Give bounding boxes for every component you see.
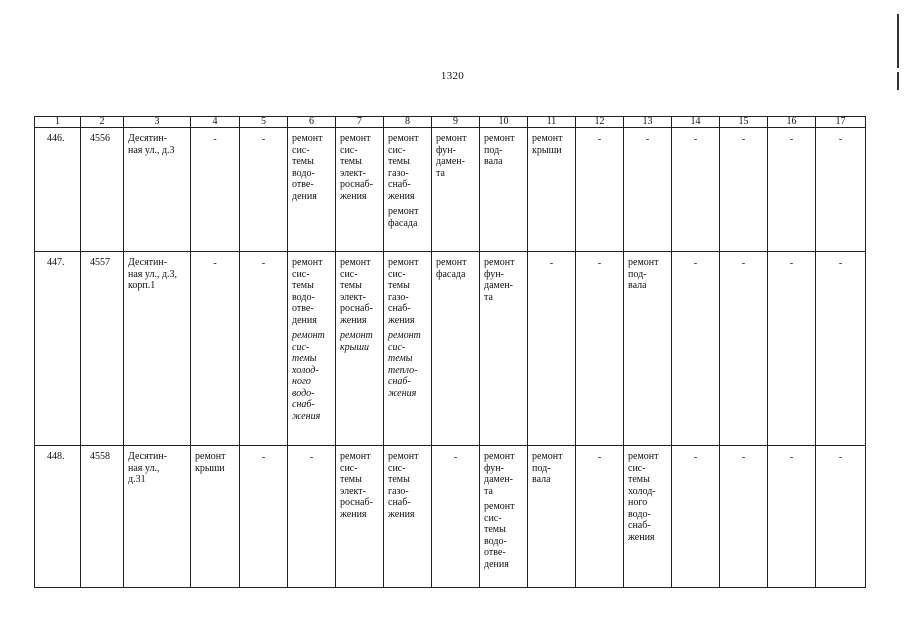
column-header: 1 (35, 117, 81, 128)
empty-dash: - (789, 134, 794, 145)
scan-edge-mark (897, 72, 899, 90)
repair-work-entry: ремонт сис- темы холод- ного водо- снаб- жения (628, 451, 659, 543)
empty-dash: - (261, 258, 266, 269)
repair-work-entry: ремонт фун- дамен- та (484, 257, 515, 303)
repair-work-entry: ремонт сис- темы тепло- снаб- жения (388, 330, 421, 399)
repair-work-entry: ремонт фун- дамен- та (436, 133, 467, 179)
repair-work-entry: ремонт крыши (340, 330, 373, 353)
column-header: 5 (240, 117, 288, 128)
column-header: 9 (432, 117, 480, 128)
repair-work-entry: ремонт сис- темы водо- отве- дения (292, 133, 323, 202)
building-id: 4556 (90, 133, 110, 144)
repair-work-entry: ремонт сис- темы холод- ного водо- снаб- жения (292, 330, 325, 422)
empty-dash: - (741, 452, 746, 463)
column-header: 7 (336, 117, 384, 128)
repair-work-entry: ремонт сис- темы элект- роснаб- жения (340, 133, 373, 202)
repair-work-entry: ремонт фун- дамен- та (484, 451, 515, 497)
work-cell-col-14 (672, 446, 720, 588)
work-cell-col-15 (720, 446, 768, 588)
column-header: 6 (288, 117, 336, 128)
column-header: 2 (81, 117, 124, 128)
page-number: 1320 (440, 70, 465, 82)
table-row (35, 128, 866, 252)
work-cell-col-7 (336, 446, 384, 588)
work-cell-col-5 (240, 446, 288, 588)
empty-dash: - (309, 452, 314, 463)
row-number: 446. (47, 133, 65, 144)
repair-work-entry: ремонт сис- темы газо- снаб- жения (388, 133, 419, 202)
empty-dash: - (693, 452, 698, 463)
building-id-cell (81, 128, 124, 252)
address-cell (124, 128, 191, 252)
table-row (35, 446, 866, 588)
work-cell-col-4 (191, 252, 240, 446)
empty-dash: - (741, 258, 746, 269)
repair-work-entry: ремонт фасада (388, 206, 419, 229)
work-cell-col-12 (576, 252, 624, 446)
work-cell-col-11 (528, 128, 576, 252)
repair-work-entry: ремонт крыши (532, 133, 563, 156)
repair-work-entry: ремонт под- вала (532, 451, 563, 485)
repair-work-entry: ремонт крыши (195, 451, 226, 474)
work-cell-col-8 (384, 446, 432, 588)
repair-work-entry: ремонт сис- темы газо- снаб- жения (388, 257, 419, 326)
work-cell-col-6 (288, 128, 336, 252)
work-cell-col-13 (624, 128, 672, 252)
address: Десятин- ная ул., д.31 (128, 451, 168, 485)
empty-dash: - (261, 134, 266, 145)
repair-work-entry: ремонт под- вала (484, 133, 515, 167)
repair-work-entry: ремонт сис- темы элект- роснаб- жения (340, 451, 373, 520)
work-cell-col-14 (672, 252, 720, 446)
empty-dash: - (838, 452, 843, 463)
column-header: 10 (480, 117, 528, 128)
work-cell-col-9 (432, 446, 480, 588)
work-cell-col-15 (720, 128, 768, 252)
column-header: 13 (624, 117, 672, 128)
scan-edge-mark (897, 14, 899, 68)
work-cell-col-11 (528, 252, 576, 446)
column-header: 17 (816, 117, 866, 128)
work-cell-col-17 (816, 446, 866, 588)
empty-dash: - (741, 134, 746, 145)
address: Десятин- ная ул., д.3 (128, 133, 175, 156)
table-row (35, 252, 866, 446)
header-row (35, 117, 866, 128)
column-header: 16 (768, 117, 816, 128)
work-cell-col-14 (672, 128, 720, 252)
empty-dash: - (693, 258, 698, 269)
work-cell-col-12 (576, 128, 624, 252)
row-number: 448. (47, 451, 65, 462)
work-cell-col-8 (384, 252, 432, 446)
work-cell-col-10 (480, 128, 528, 252)
repair-work-entry: ремонт сис- темы водо- отве- дения (292, 257, 323, 326)
work-cell-col-6 (288, 252, 336, 446)
work-cell-col-17 (816, 128, 866, 252)
empty-dash: - (693, 134, 698, 145)
repair-work-entry: ремонт под- вала (628, 257, 659, 291)
repair-work-entry: ремонт сис- темы газо- снаб- жения (388, 451, 419, 520)
row-number-cell (35, 446, 81, 588)
work-cell-col-13 (624, 252, 672, 446)
address: Десятин- ная ул., д.3, корп.1 (128, 257, 178, 291)
work-cell-col-13 (624, 446, 672, 588)
empty-dash: - (597, 134, 602, 145)
repair-work-entry: ремонт сис- темы элект- роснаб- жения (340, 257, 373, 326)
address-cell (124, 446, 191, 588)
work-cell-col-7 (336, 128, 384, 252)
column-header: 14 (672, 117, 720, 128)
row-number-cell (35, 252, 81, 446)
work-cell-col-8 (384, 128, 432, 252)
work-cell-col-17 (816, 252, 866, 446)
empty-dash: - (789, 258, 794, 269)
work-cell-col-4 (191, 128, 240, 252)
building-id: 4558 (90, 451, 110, 462)
empty-dash: - (789, 452, 794, 463)
column-header: 8 (384, 117, 432, 128)
empty-dash: - (213, 258, 217, 269)
work-cell-col-9 (432, 252, 480, 446)
empty-dash: - (261, 452, 266, 463)
column-header: 12 (576, 117, 624, 128)
work-cell-col-10 (480, 446, 528, 588)
work-cell-col-16 (768, 446, 816, 588)
work-cell-col-12 (576, 446, 624, 588)
column-header: 4 (191, 117, 240, 128)
repair-schedule-table (34, 116, 866, 588)
empty-dash: - (597, 258, 602, 269)
work-cell-col-11 (528, 446, 576, 588)
empty-dash: - (453, 452, 458, 463)
work-cell-col-16 (768, 128, 816, 252)
address-cell (124, 252, 191, 446)
work-cell-col-5 (240, 252, 288, 446)
column-header: 15 (720, 117, 768, 128)
building-id: 4557 (90, 257, 110, 268)
column-header: 11 (528, 117, 576, 128)
building-id-cell (81, 446, 124, 588)
repair-work-entry: ремонт фасада (436, 257, 467, 280)
empty-dash: - (213, 134, 217, 145)
repair-work-entry: ремонт сис- темы водо- отве- дения (484, 501, 515, 570)
empty-dash: - (645, 134, 650, 145)
work-cell-col-7 (336, 252, 384, 446)
building-id-cell (81, 252, 124, 446)
column-header: 3 (124, 117, 191, 128)
row-number-cell (35, 128, 81, 252)
row-number: 447. (47, 257, 65, 268)
work-cell-col-4 (191, 446, 240, 588)
work-cell-col-5 (240, 128, 288, 252)
empty-dash: - (597, 452, 602, 463)
empty-dash: - (838, 134, 843, 145)
work-cell-col-16 (768, 252, 816, 446)
empty-dash: - (549, 258, 554, 269)
work-cell-col-9 (432, 128, 480, 252)
empty-dash: - (838, 258, 843, 269)
work-cell-col-10 (480, 252, 528, 446)
work-cell-col-15 (720, 252, 768, 446)
work-cell-col-6 (288, 446, 336, 588)
